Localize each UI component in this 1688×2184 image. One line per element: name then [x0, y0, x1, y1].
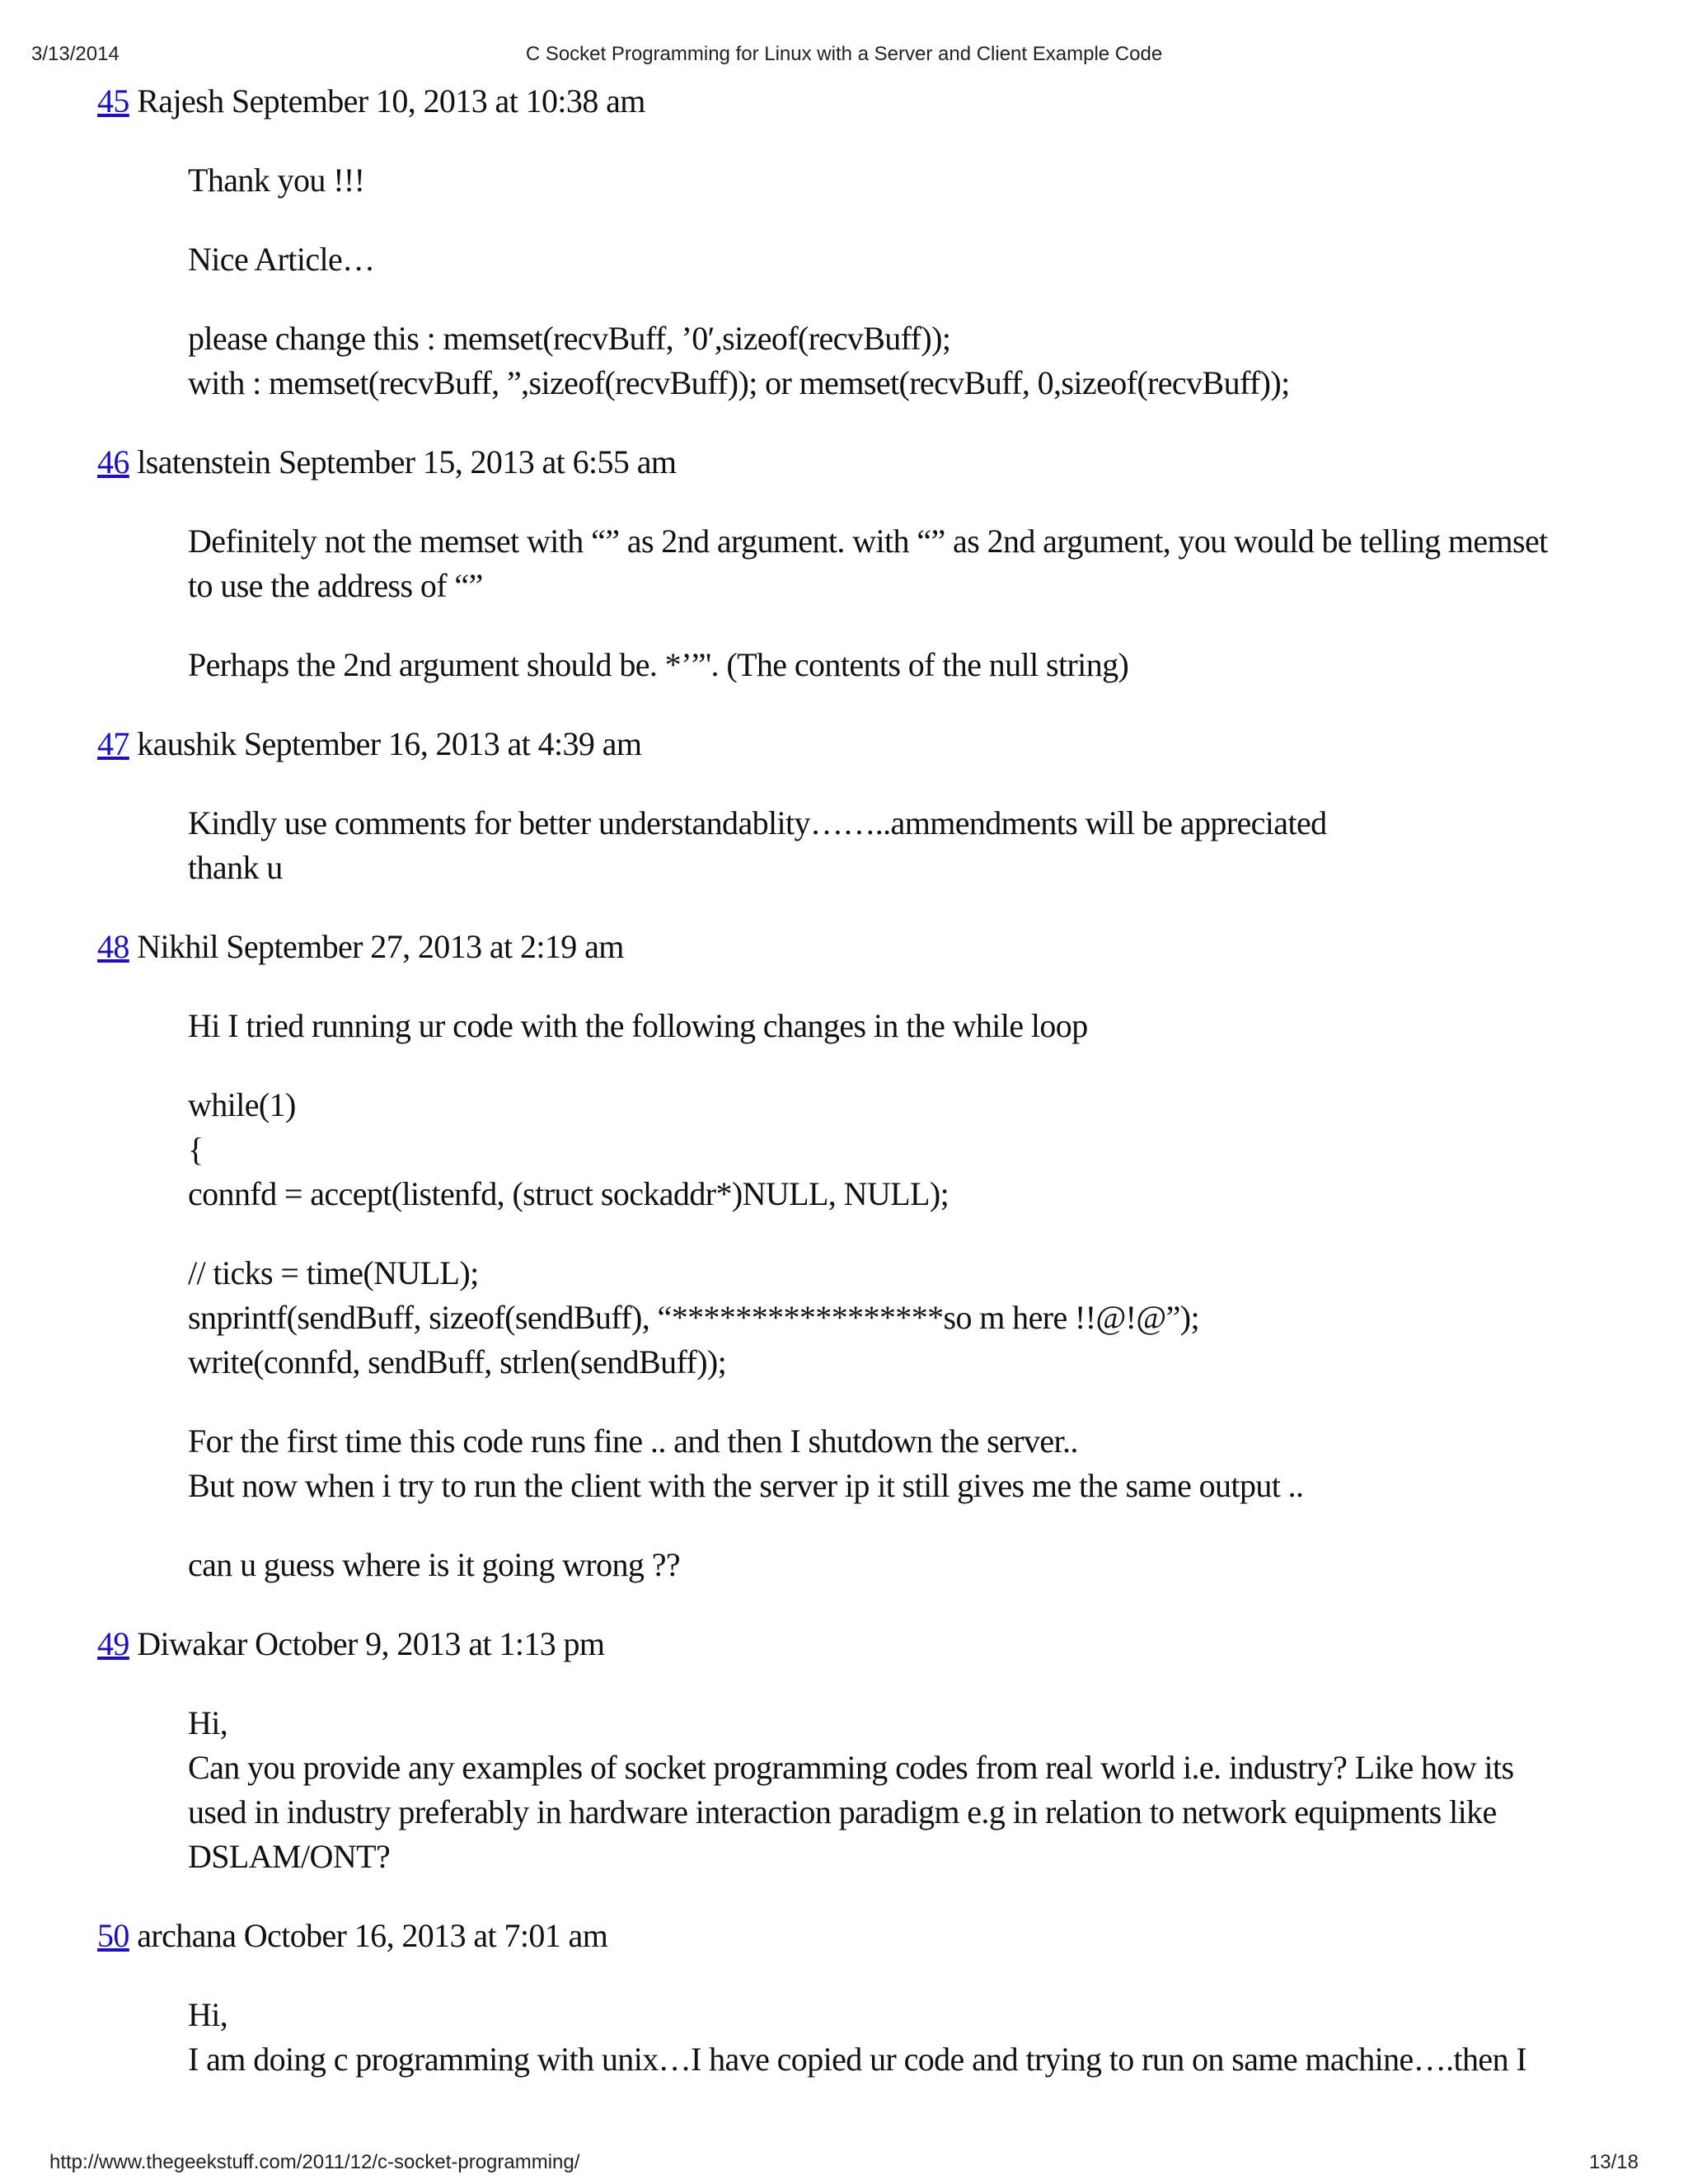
comment-body — [97, 158, 1597, 405]
comment-body — [97, 801, 1597, 890]
comment-paragraph: Hi, Can you provide any examples of socket programming codes from real world i.e. industry? Like how its used in industry preferably in hardware interaction paradigm e.g in relation to network equipments like DSLAM/ONT? — [188, 1704, 1514, 1875]
print-header-date: 3/13/2014 — [31, 43, 120, 65]
comment — [97, 722, 1597, 925]
comment-author-date: archana October 16, 2013 at 7:01 am — [129, 1917, 608, 1954]
comment-author-date: Diwakar October 9, 2013 at 1:13 pm — [129, 1625, 605, 1662]
comment-header — [97, 925, 1597, 969]
comment-author-date: Nikhil September 27, 2013 at 2:19 am — [129, 928, 624, 965]
comment-paragraph: Nice Article… — [188, 241, 375, 278]
comment — [97, 1622, 1597, 1914]
comment-paragraph: please change this : memset(recvBuff, ’0′,sizeof(recvBuff)); with : memset(recvBuff, ”,sizeof(recvBuff)); or memset(recvBuff, 0,sizeof(recvBuff)); — [188, 320, 1290, 401]
print-footer-page-number: 13/18 — [1588, 2151, 1639, 2173]
comment-body — [97, 519, 1597, 687]
comment-header — [97, 1622, 1597, 1666]
comment-paragraph: Definitely not the memset with “” as 2nd argument. with “” as 2nd argument, you would be telling memset to use the address of “” — [188, 523, 1548, 604]
comment-paragraph: Thank you !!! — [188, 162, 365, 199]
comment-paragraph: while(1) { connfd = accept(listenfd, (struct sockaddr*)NULL, NULL); — [188, 1086, 950, 1212]
comment-author-date: Rajesh September 10, 2013 at 10:38 am — [129, 82, 645, 120]
comment-author-date: kaushik September 16, 2013 at 4:39 am — [129, 725, 642, 762]
comment-paragraph: Kindly use comments for better understandablity……..ammendments will be appreciated thank u — [188, 804, 1327, 886]
comment — [97, 925, 1597, 1622]
comment-paragraph: For the first time this code runs fine .. and then I shutdown the server.. But now when i try to run the client with the server ip it still gives me the same output .. — [188, 1422, 1304, 1504]
comment-header — [97, 1914, 1597, 1958]
print-header-title: C Socket Programming for Linux with a Server and Client Example Code — [525, 43, 1163, 65]
comment — [97, 1914, 1597, 2082]
comment-paragraph: // ticks = time(NULL); snprintf(sendBuff, sizeof(sendBuff), “*****************so m here !!@!@”); write(connfd, sendBuff, strlen(sendBuff)); — [188, 1254, 1200, 1380]
comment-body — [97, 1993, 1597, 2082]
comment-number-link[interactable]: 47 — [97, 725, 129, 762]
comment-paragraph: Hi, I am doing c programming with unix…I have copied ur code and trying to run on same machine….then I — [188, 1996, 1527, 2078]
comment-number-link[interactable]: 48 — [97, 928, 129, 965]
print-footer-url: http://www.thegeekstuff.com/2011/12/c-socket-programming/ — [49, 2151, 580, 2173]
comment-number-link[interactable]: 45 — [97, 82, 129, 120]
comment-header — [97, 722, 1597, 766]
comment-body — [97, 1701, 1597, 1879]
comment-paragraph: can u guess where is it going wrong ?? — [188, 1546, 681, 1583]
comment-author-date: lsatenstein September 15, 2013 at 6:55 am — [129, 443, 677, 480]
comment — [97, 79, 1597, 440]
comment — [97, 440, 1597, 722]
comment-header — [97, 440, 1597, 485]
comments-list — [97, 79, 1597, 2082]
comment-number-link[interactable]: 46 — [97, 443, 129, 480]
comment-header — [97, 79, 1597, 124]
comment-number-link[interactable]: 49 — [97, 1625, 129, 1662]
comment-paragraph: Hi I tried running ur code with the following changes in the while loop — [188, 1007, 1088, 1044]
comment-paragraph: Perhaps the 2nd argument should be. *’”'. (The contents of the null string) — [188, 646, 1129, 683]
comment-number-link[interactable]: 50 — [97, 1917, 129, 1954]
comment-body — [97, 1004, 1597, 1587]
